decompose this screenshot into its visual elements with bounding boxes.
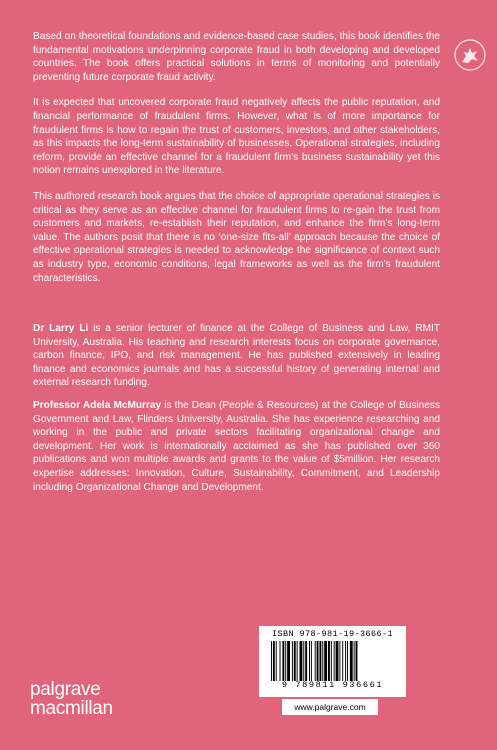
publisher-url: www.palgrave.com xyxy=(282,699,378,715)
author-bio-text: is the Dean (People & Resources) at the College of Business Government and Law, Flinders University, Australia. She has experience researching and working in the public and private sectors facilitating organizational change and development. Her work is internationally acclaimed as she has published over 360 publications and won multiple awards and grants to the value of $5million. Her research expertise addresses: Innovation, Culture, Sustainability, Commitment, and Leadership including Organizational Change and Development. xyxy=(33,399,440,493)
author-bio-1 xyxy=(33,322,440,390)
springer-horse-logo-icon xyxy=(453,38,487,72)
author-bios xyxy=(33,322,440,503)
barcode-digits: 9 789811 936661 xyxy=(281,680,384,690)
description-paragraph-2: It is expected that uncovered corporate fraud negatively affects the public reputation, and financial performance of fraudulent firms. However, what is of more importance for fraudulent firms is how to regain the trust of customers, investors, and other stakeholders, as this impacts the long-term sustainability of businesses. Operational strategies, including reform, provide an effective channel for a fraudulent firm’s business sustainability yet this notion remains unexplored in the literature. xyxy=(33,97,440,177)
isbn-label: ISBN 978-981-19-3666-1 xyxy=(271,629,394,639)
publisher-name-line-2: macmillan xyxy=(30,698,113,719)
description-paragraph-3: This authored research book argues that the choice of appropriate operational strategies is critical as they serve as an effective channel for fraudulent firms to re-gain the trust from customers and markets, re-establish their reputation, and enhance the firm’s long-term value. The authors posit that there is no ‘one-size fits-all’ approach because the choice of effective operational strategies is needed to acknowledge the significance of context such as industry type, economic conditions, legal frameworks as well as the firm’s fraudulent characteristics. xyxy=(33,190,440,284)
author-name: Dr Larry Li xyxy=(33,323,89,334)
barcode-icon xyxy=(269,641,397,681)
author-bio-2 xyxy=(33,399,440,494)
book-description xyxy=(33,30,440,297)
author-name: Professor Adela McMurray xyxy=(33,399,162,411)
palgrave-macmillan-logo xyxy=(30,680,113,718)
description-paragraph-1: Based on theoretical foundations and evidence-based case studies, this book identifies the fundamental motivations underpinning corporate fraud in both developing and developed countries. The book offers practical solutions in terms of monitoring and potentially preventing future corporate fraud activity. xyxy=(33,31,440,83)
author-bio-text: is a senior lecturer of finance at the College of Business and Law, RMIT University, Australia. His teaching and research interests focus on corporate governance, carbon finance, IPO, and risk management. He has published extensively in leading finance and economics journals and has a successful history of generating internal and external research funding. xyxy=(33,323,440,389)
publisher-name-line-1: palgrave xyxy=(30,679,101,700)
isbn-barcode-box xyxy=(259,626,406,697)
